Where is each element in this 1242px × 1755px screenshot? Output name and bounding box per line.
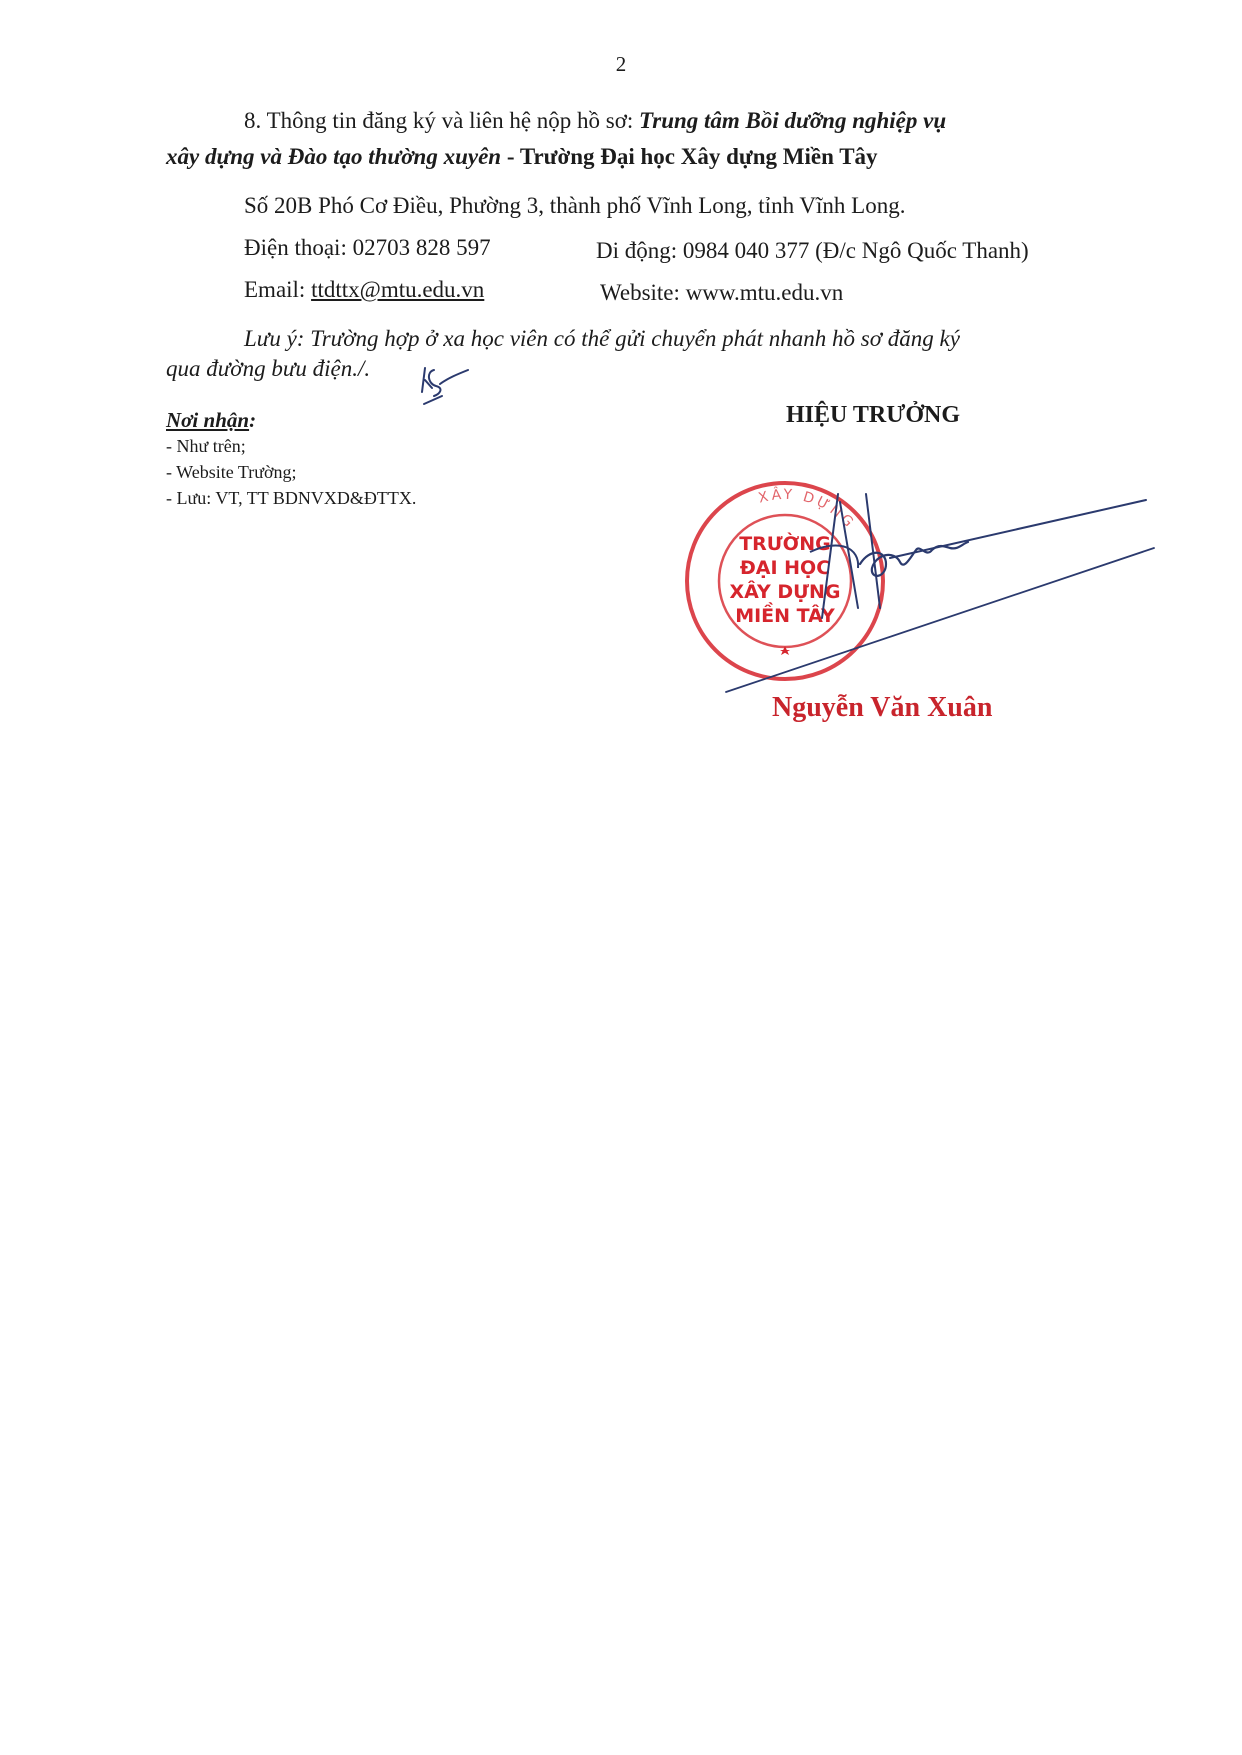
address-line: Số 20B Phó Cơ Điều, Phường 3, thành phố Vĩnh Long, tỉnh Vĩnh Long. xyxy=(244,193,906,218)
svg-text:MIỀN TÂY: MIỀN TÂY xyxy=(735,605,835,627)
section-8-line2 xyxy=(166,144,878,170)
phone-line: Điện thoại: 02703 828 597 xyxy=(244,235,491,260)
center-name-part2: xây dựng và Đào tạo thường xuyên xyxy=(166,144,502,169)
recipients-heading: Nơi nhận: xyxy=(166,408,257,432)
school-name: Trường Đại học Xây dựng Miền Tây xyxy=(519,144,878,169)
mobile-line: Di động: 0984 040 377 (Đ/c Ngô Quốc Thanh) xyxy=(596,238,1029,263)
note-line1: Lưu ý: Trường hợp ở xa học viên có thể gửi chuyển phát nhanh hồ sơ đăng ký xyxy=(244,326,960,351)
svg-text:XÂY DỰNG: XÂY DỰNG xyxy=(729,581,841,603)
recipients-block xyxy=(166,408,416,511)
svg-text:ĐẠI HỌC: ĐẠI HỌC xyxy=(739,557,831,579)
email-link[interactable]: ttdttx@mtu.edu.vn xyxy=(311,277,485,302)
separator: - xyxy=(501,144,520,169)
svg-text:TRƯỜNG: TRƯỜNG xyxy=(739,533,831,555)
handwritten-signature xyxy=(690,488,1160,698)
svg-text:XÂY DỰNG: XÂY DỰNG xyxy=(756,486,859,533)
email-line xyxy=(244,277,484,303)
signatory-name: Nguyễn Văn Xuân xyxy=(772,692,993,723)
email-label: Email: xyxy=(244,277,312,302)
section-8-line1 xyxy=(244,108,946,134)
website-line[interactable]: Website: www.mtu.edu.vn xyxy=(600,280,844,305)
recipient-item: - Lưu: VT, TT BDNVXD&ĐTTX. xyxy=(166,488,417,508)
page-number: 2 xyxy=(615,52,627,76)
signatory-title: HIỆU TRƯỞNG xyxy=(786,402,961,428)
handwritten-initials xyxy=(418,362,472,406)
section-8-lead: 8. Thông tin đăng ký và liên hệ nộp hồ sơ: xyxy=(244,108,640,133)
recipient-item: - Như trên; xyxy=(166,436,246,456)
note-line2: qua đường bưu điện./. xyxy=(166,356,371,381)
recipient-item: - Website Trường; xyxy=(166,462,297,482)
center-name-part1: Trung tâm Bồi dưỡng nghiệp vụ xyxy=(639,108,947,133)
